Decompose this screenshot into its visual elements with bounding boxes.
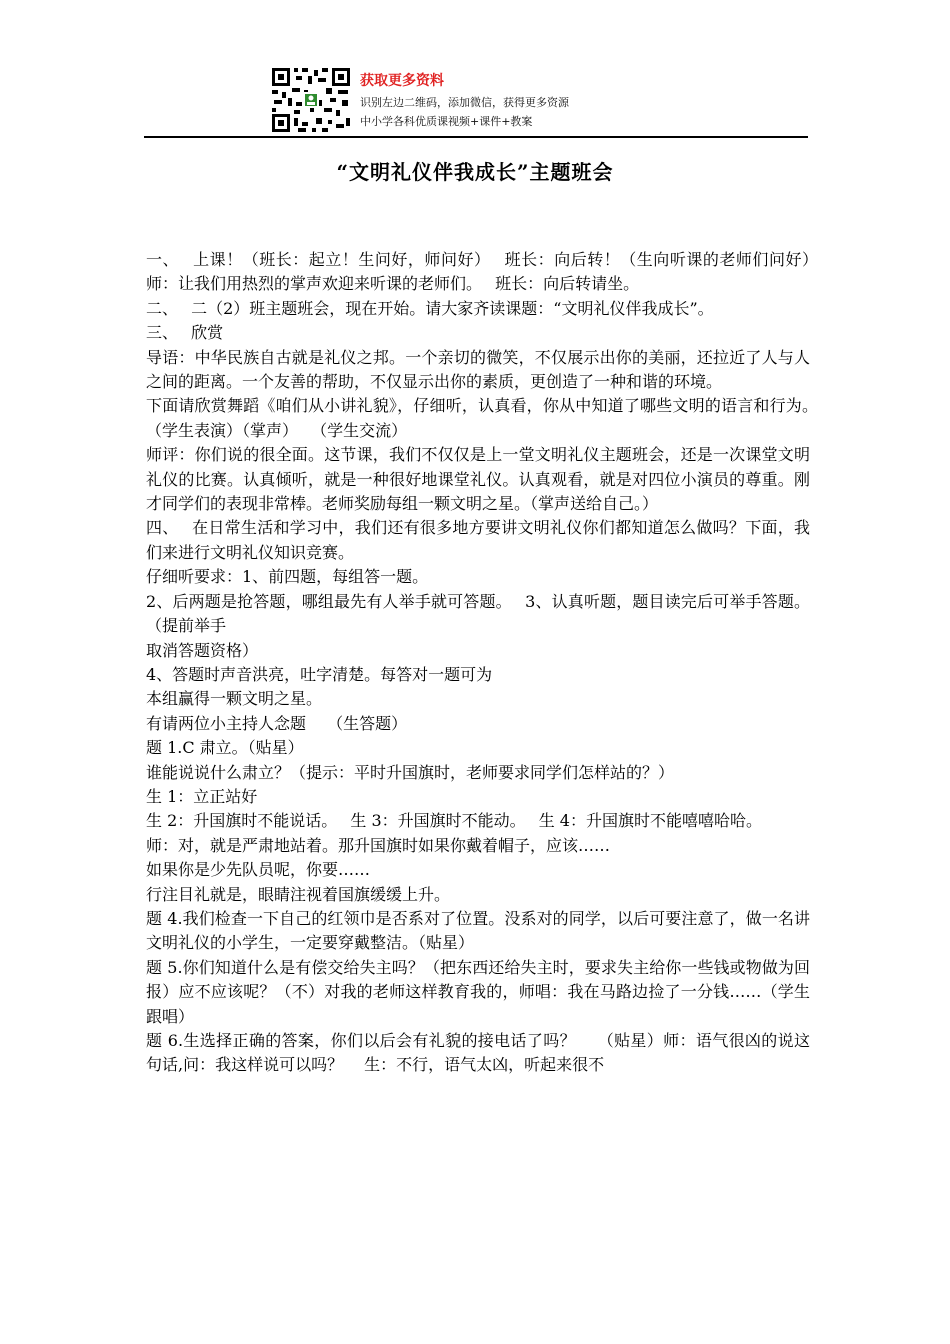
paragraph: 四、 在日常生活和学习中，我们还有很多地方要讲文明礼仪你们都知道怎么做吗？下面，我们来进行文明礼仪知识竞赛。: [146, 518, 810, 562]
paragraph: 题 1.C 肃立。（贴星）: [146, 738, 304, 758]
paragraph: 师：对，就是严肃地站着。那升国旗时如果你戴着帽子，应该……: [146, 835, 611, 855]
paragraph: 下面请欣赏舞蹈《咱们从小讲礼貌》，仔细听，认真看，你从中知道了哪些文明的语言和行为。 （学生表演）（掌声） （学生交流）: [146, 396, 832, 440]
document-body: [146, 248, 832, 1078]
paragraph: 有请两位小主持人念题 （生答题）: [146, 713, 408, 733]
paragraph: 生 2：升国旗时不能说话。 生 3：升国旗时不能动。 生 4：升国旗时不能嘻嘻哈哈。: [146, 811, 762, 831]
paragraph: 谁能说说什么肃立？（提示：平时升国旗时，老师要求同学们怎样站的？）: [146, 762, 675, 782]
paragraph: 二、 二（2）班主题班会，现在开始。请大家齐读课题：“文明礼仪伴我成长”。: [146, 298, 714, 318]
qr-code-icon: [270, 66, 352, 134]
paragraph: 行注目礼就是，眼睛注视着国旗缓缓上升。: [146, 884, 451, 904]
paragraph: 生 1：立正站好: [146, 786, 258, 806]
paragraph: 题 5.你们知道什么是有偿交给失主吗？（把东西还给失主时，要求失主给你一些钱或物做为回报）应不应该呢？（不）对我的老师这样教育我的，师唱：我在马路边捡了一分钱……（学生跟唱）: [146, 957, 810, 1026]
promo-instruction: 识别左边二维码，添加微信，获得更多资源: [360, 96, 569, 109]
paragraph: 取消答题资格）: [146, 640, 259, 660]
paragraph: 题 6.生选择正确的答案，你们以后会有礼貌的接电话了吗？ （贴星）师：语气很凶的说这句话,问：我这样说可以吗？ 生：不行，语气太凶，听起来很不: [146, 1031, 810, 1075]
paragraph: 导语：中华民族自古就是礼仪之邦。一个亲切的微笑，不仅展示出你的美丽，还拉近了人与人之间的距离。一个友善的帮助，不仅显示出你的素质，更创造了一种和谐的环境。: [146, 347, 810, 392]
promo-title: 获取更多资料: [360, 73, 444, 89]
header-divider: [144, 136, 808, 138]
promo-resources: 中小学各科优质课视频+课件+教案: [360, 115, 533, 128]
paragraph: 一、 上课！（班长：起立！生问好，师问好） 班长：向后转！（生向听课的老师们问好） 师：让我们用热烈的掌声欢迎来听课的老师们。 班长：向后转请坐。: [146, 250, 832, 294]
paragraph: 仔细听要求：1、前四题，每组答一题。: [146, 567, 429, 587]
paragraph: 本组赢得一颗文明之星。: [146, 689, 323, 709]
paragraph: 师评：你们说的很全面。这节课，我们不仅仅是上一堂文明礼仪主题班会，还是一次课堂文明礼仪的比赛。认真倾听，就是一种很好地课堂礼仪。认真观看，就是对四位小演员的尊重。刚才同学们的表现非常棒。老师奖励每组一颗文明之星。（掌声送给自己。）: [146, 445, 810, 514]
paragraph: 如果你是少先队员呢，你要……: [146, 860, 371, 880]
paragraph: 三、 欣赏: [146, 323, 224, 343]
paragraph: 4、答题时声音洪亮，吐字清楚。每答对一题可为: [146, 664, 493, 684]
document-title: “文明礼仪伴我成长”主题班会: [336, 160, 614, 184]
paragraph: 2、后两题是抢答题，哪组最先有人举手就可答题。 3、认真听题，题目读完后可举手答题。（提前举手: [146, 591, 810, 636]
promo-header: [270, 66, 810, 136]
paragraph: 题 4.我们检查一下自己的红领巾是否系对了位置。没系对的同学，以后可要注意了，做一名讲文明礼仪的小学生，一定要穿戴整洁。（贴星）: [146, 908, 810, 953]
